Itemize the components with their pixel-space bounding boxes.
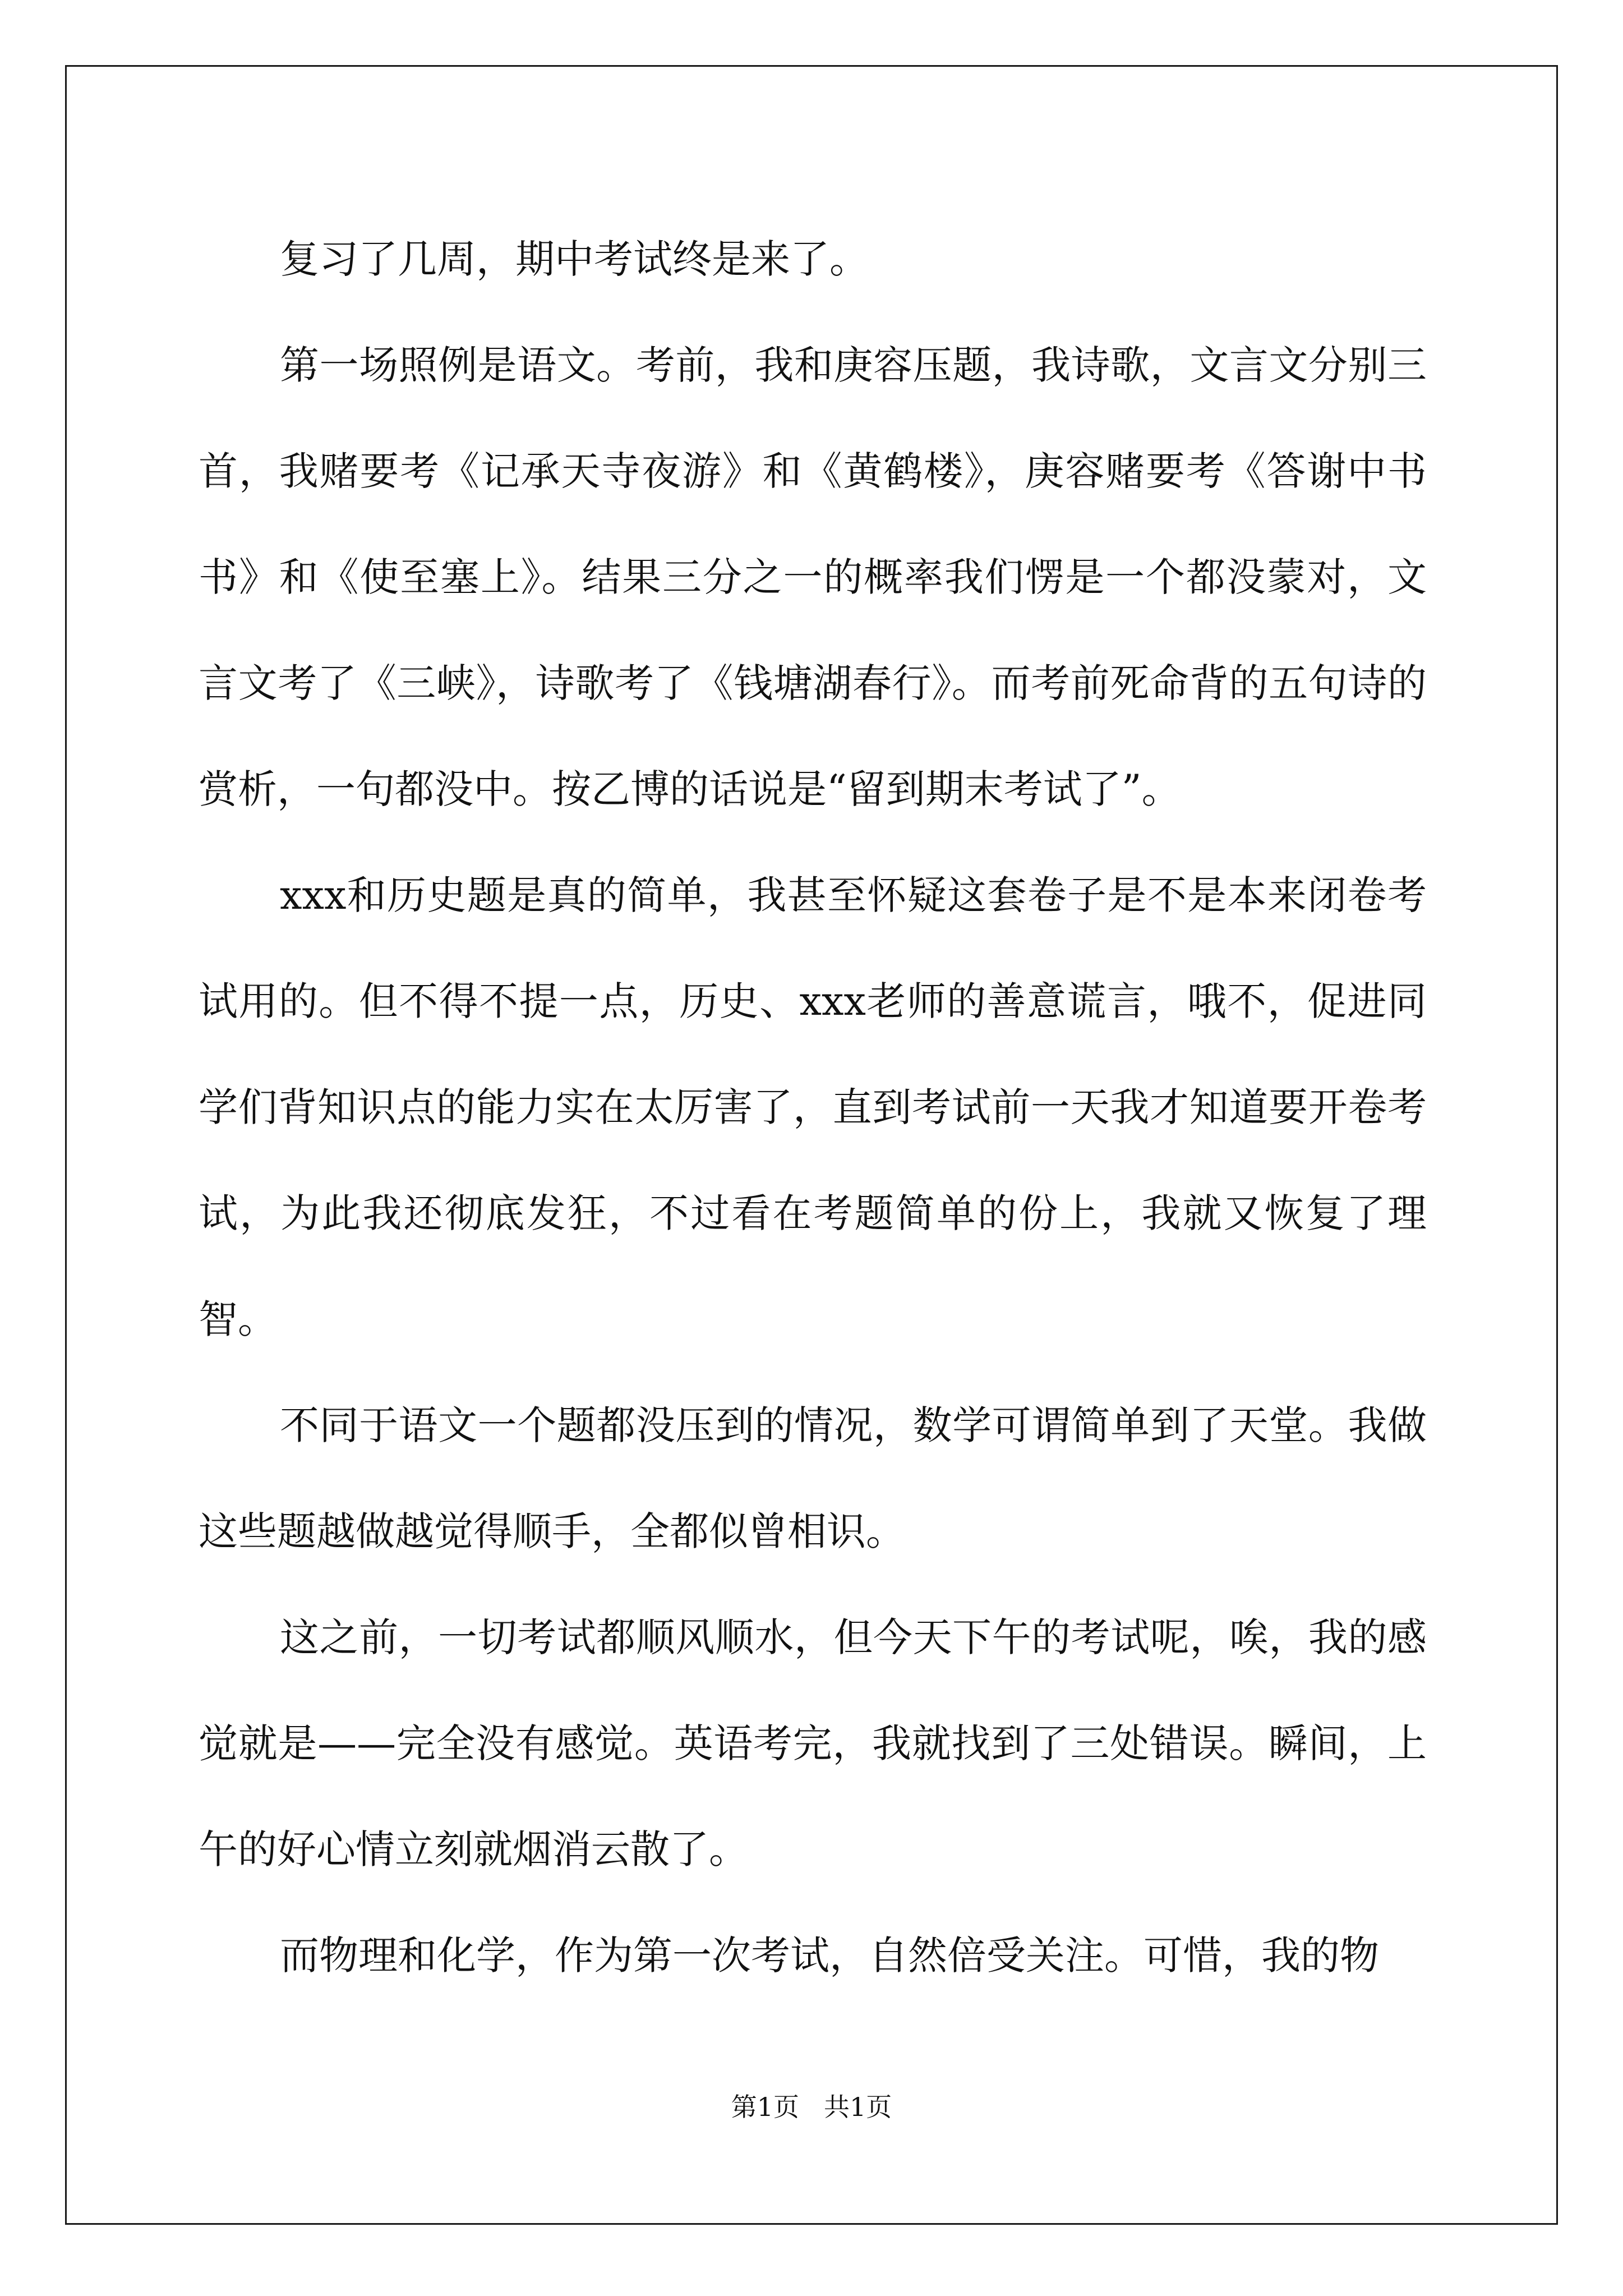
page-total: 共1页: [823, 2092, 892, 2122]
paragraph-2: 第一场照例是语文。考前，我和庚容压题，我诗歌，文言文分别三首，我赌要考《记承天寺夜游》和《黄鹤楼》，庚容赌要考《答谢中书书》和《使至塞上》。结果三分之一的概率我们愣是一个都没蒙对，文言文考了《三峡》，诗歌考了《钱塘湖春行》。而考前死命背的五句诗的赏析，一句都没中。按乙博的话说是“留到期末考试了”。: [199, 342, 1427, 812]
paragraph-6: 而物理和化学，作为第一次考试，自然倍受关注。可惜，我的物: [280, 1932, 1379, 1978]
paragraph-3: xxx和历史题是真的简单，我甚至怀疑这套卷子是不是本来闭卷考试用的。但不得不提一点，历史、xxx老师的善意谎言，哦不，促进同学们背知识点的能力实在太厉害了，直到考试前一天我才知道要开卷考试，为此我还彻底发狂，不过看在考题简单的份上，我就又恢复了理智。: [199, 872, 1427, 1342]
paragraph-1: 复习了几周，期中考试终是来了。: [280, 236, 869, 282]
page-number: 第1页: [731, 2092, 800, 2122]
paragraph-5: 这之前，一切考试都顺风顺水，但今天下午的考试呢，唉，我的感觉就是——完全没有感觉。英语考完，我就找到了三处错误。瞬间，上午的好心情立刻就烟消云散了。: [199, 1614, 1427, 1872]
page-footer: [0, 2087, 1623, 2124]
paragraph-4: 不同于语文一个题都没压到的情况，数学可谓简单到了天堂。我做这些题越做越觉得顺手，全都似曾相识。: [199, 1402, 1427, 1554]
document-body: [199, 206, 1427, 2009]
